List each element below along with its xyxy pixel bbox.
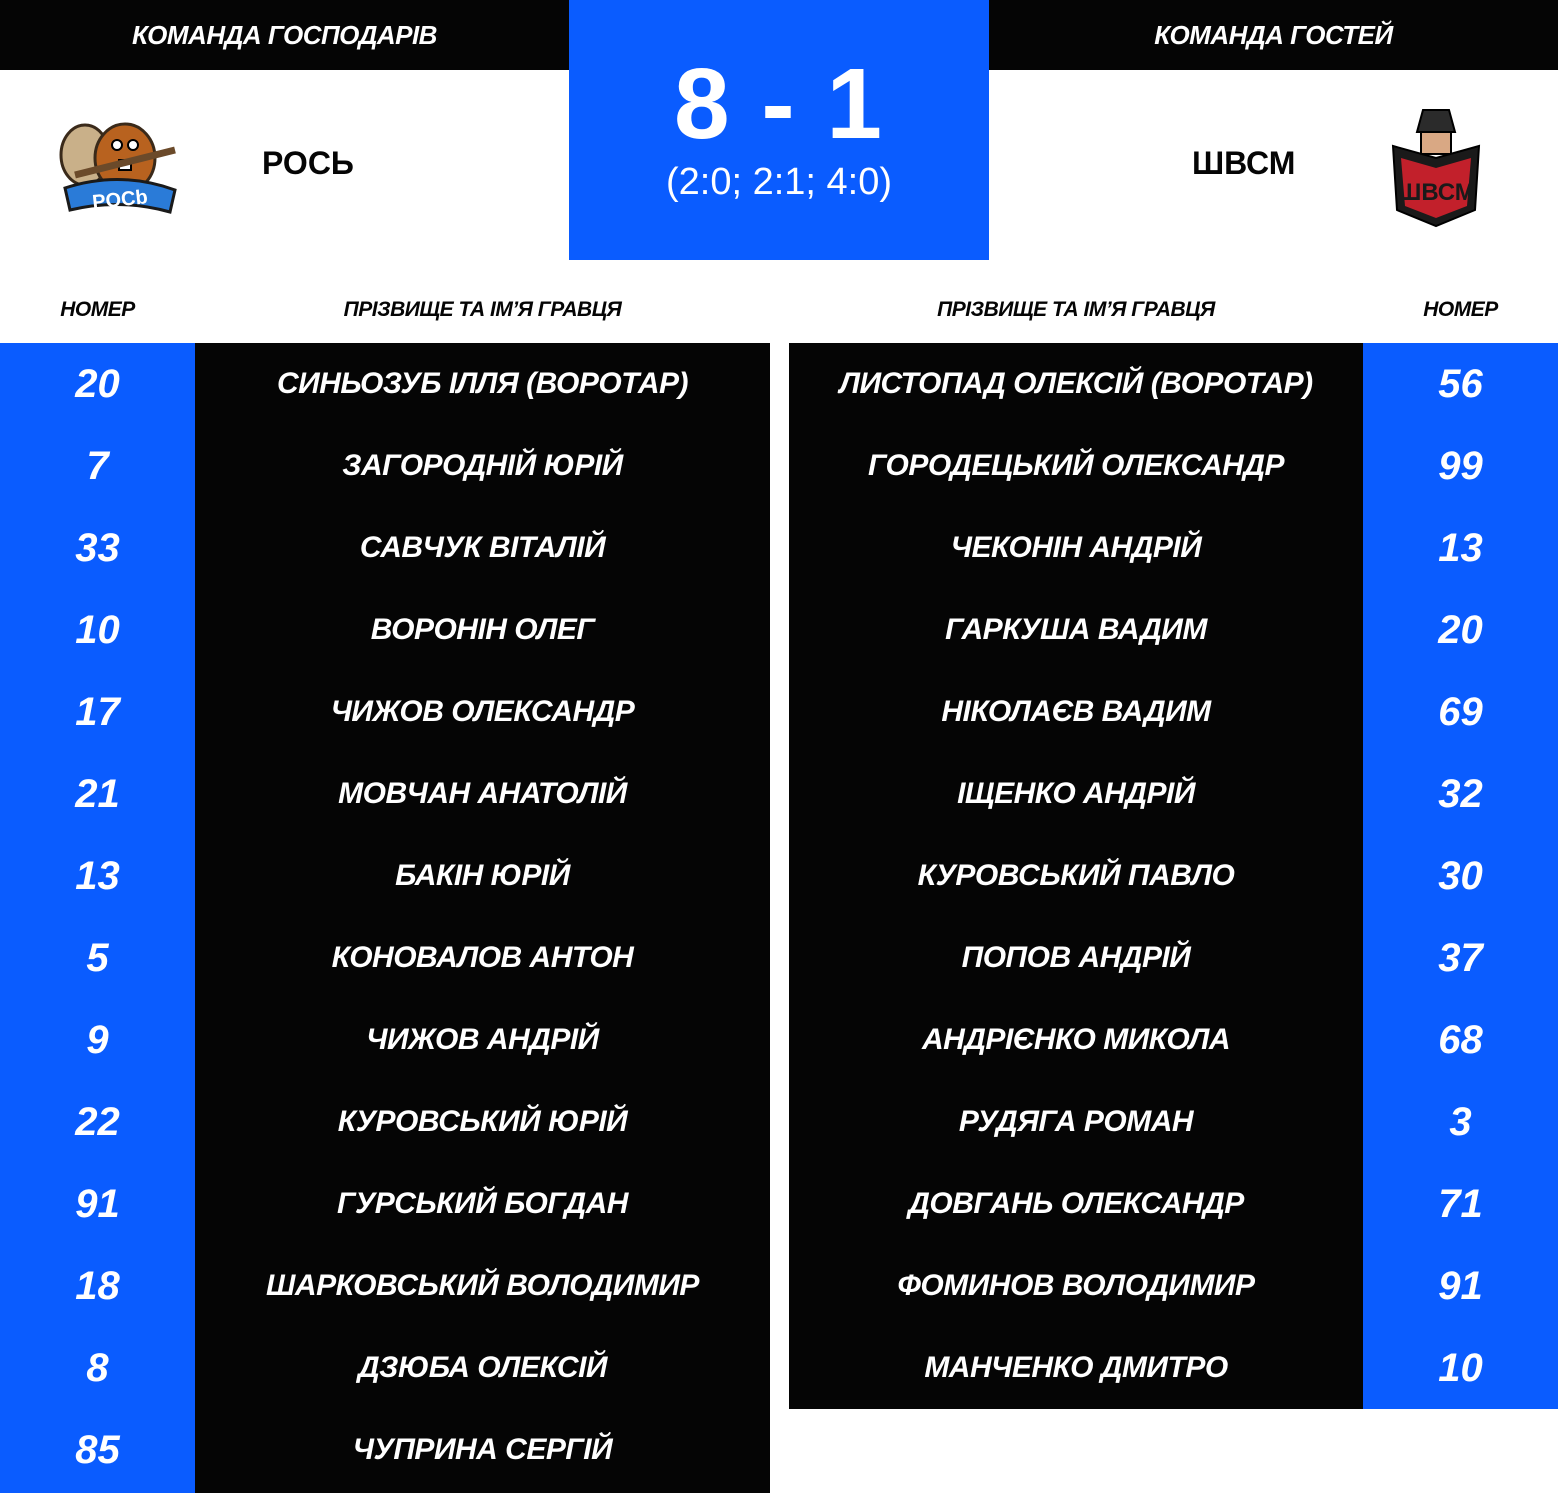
knight-logo-icon	[1385, 102, 1487, 228]
away-player-name: ІЩЕНКО АНДРІЙ	[957, 777, 1195, 810]
away-player-header: ПРІЗВИЩЕ ТА ІМ’Я ГРАВЦЯ	[937, 298, 1215, 321]
away-player-name: ЧЕКОНІН АНДРІЙ	[950, 531, 1202, 564]
home-player-name: САВЧУК ВІТАЛІЙ	[359, 531, 606, 564]
home-player-number: 33	[75, 525, 120, 570]
home-team-label: КОМАНДА ГОСПОДАРІВ	[0, 0, 569, 70]
home-player-name: ДЗЮБА ОЛЕКСІЙ	[358, 1351, 607, 1384]
away-player-number: 37	[1438, 935, 1483, 980]
home-player-name: КОНОВАЛОВ АНТОН	[331, 941, 634, 974]
away-player-name: ГОРОДЕЦЬКИЙ ОЛЕКСАНДР	[867, 449, 1285, 482]
away-player-number: 32	[1438, 771, 1483, 816]
away-team-name: ШВСМ	[1192, 145, 1296, 181]
away-player-name: ПОПОВ АНДРІЙ	[961, 941, 1191, 974]
away-player-number: 56	[1438, 361, 1483, 406]
away-player-name: РУДЯГА РОМАН	[958, 1105, 1194, 1138]
away-player-name: ЛИСТОПАД ОЛЕКСІЙ (ВОРОТАР)	[839, 367, 1313, 400]
home-player-number: 21	[75, 771, 120, 816]
away-player-number: 71	[1438, 1181, 1483, 1226]
period-scores: (2:0; 2:1; 4:0)	[665, 161, 892, 203]
svg-text:ШВСМ: ШВСМ	[1397, 179, 1475, 206]
home-player-name: ЧУПРИНА СЕРГІЙ	[352, 1433, 613, 1466]
home-player-header: ПРІЗВИЩЕ ТА ІМ’Я ГРАВЦЯ	[343, 298, 622, 321]
home-player-number: 18	[75, 1263, 120, 1308]
home-player-name: БАКІН ЮРІЙ	[395, 859, 570, 892]
home-team-name: РОСЬ	[262, 145, 354, 181]
away-player-name: ГАРКУША ВАДИМ	[945, 613, 1207, 646]
final-score: 8 - 1	[673, 48, 885, 160]
beaver-logo-icon	[55, 110, 185, 220]
home-player-number: 5	[86, 935, 109, 980]
away-player-name: ФОМИНОВ ВОЛОДИМИР	[897, 1269, 1255, 1302]
away-player-name: АНДРІЄНКО МИКОЛА	[921, 1023, 1231, 1056]
away-player-number: 10	[1438, 1345, 1483, 1390]
home-player-number: 13	[75, 853, 120, 898]
away-team-label: КОМАНДА ГОСТЕЙ	[989, 0, 1558, 70]
home-player-name: ГУРСЬКИЙ БОГДАН	[337, 1187, 628, 1220]
away-player-number: 68	[1438, 1017, 1483, 1062]
home-player-number: 20	[75, 361, 120, 406]
score-box	[569, 0, 989, 260]
home-player-name: ЗАГОРОДНІЙ ЮРІЙ	[342, 449, 623, 482]
home-player-number: 7	[86, 443, 109, 488]
away-player-number: 13	[1438, 525, 1483, 570]
svg-text:POCb: POCb	[91, 186, 149, 214]
home-player-name: СИНЬОЗУБ ІЛЛЯ (ВОРОТАР)	[276, 367, 689, 400]
home-player-name: МОВЧАН АНАТОЛІЙ	[338, 777, 627, 810]
home-player-name: КУРОВСЬКИЙ ЮРІЙ	[337, 1105, 628, 1138]
away-player-number: 30	[1438, 853, 1483, 898]
home-player-number: 8	[86, 1345, 109, 1390]
away-player-name: КУРОВСЬКИЙ ПАВЛО	[917, 859, 1235, 892]
away-player-name: МАНЧЕНКО ДМИТРО	[924, 1351, 1228, 1384]
away-player-number: 69	[1438, 689, 1483, 734]
home-player-name: ВОРОНІН ОЛЕГ	[370, 613, 595, 646]
away-player-number: 99	[1438, 443, 1483, 488]
home-player-number: 17	[75, 689, 120, 734]
away-player-number: 20	[1438, 607, 1483, 652]
home-player-number: 91	[75, 1181, 120, 1226]
home-player-name: ЧИЖОВ ОЛЕКСАНДР	[330, 695, 635, 728]
away-player-name: НІКОЛАЄВ ВАДИМ	[941, 695, 1211, 728]
home-player-number: 9	[86, 1017, 109, 1062]
home-number-header: НОМЕР	[60, 298, 135, 321]
home-player-name: ШАРКОВСЬКИЙ ВОЛОДИМИР	[266, 1269, 699, 1302]
away-number-header: НОМЕР	[1423, 298, 1498, 321]
home-player-number: 85	[75, 1427, 120, 1472]
away-player-name: ДОВГАНЬ ОЛЕКСАНДР	[908, 1187, 1244, 1220]
home-player-number: 10	[75, 607, 120, 652]
home-player-number: 22	[75, 1099, 120, 1144]
away-player-number: 3	[1449, 1099, 1472, 1144]
away-player-number: 91	[1438, 1263, 1483, 1308]
home-player-name: ЧИЖОВ АНДРІЙ	[366, 1023, 599, 1056]
